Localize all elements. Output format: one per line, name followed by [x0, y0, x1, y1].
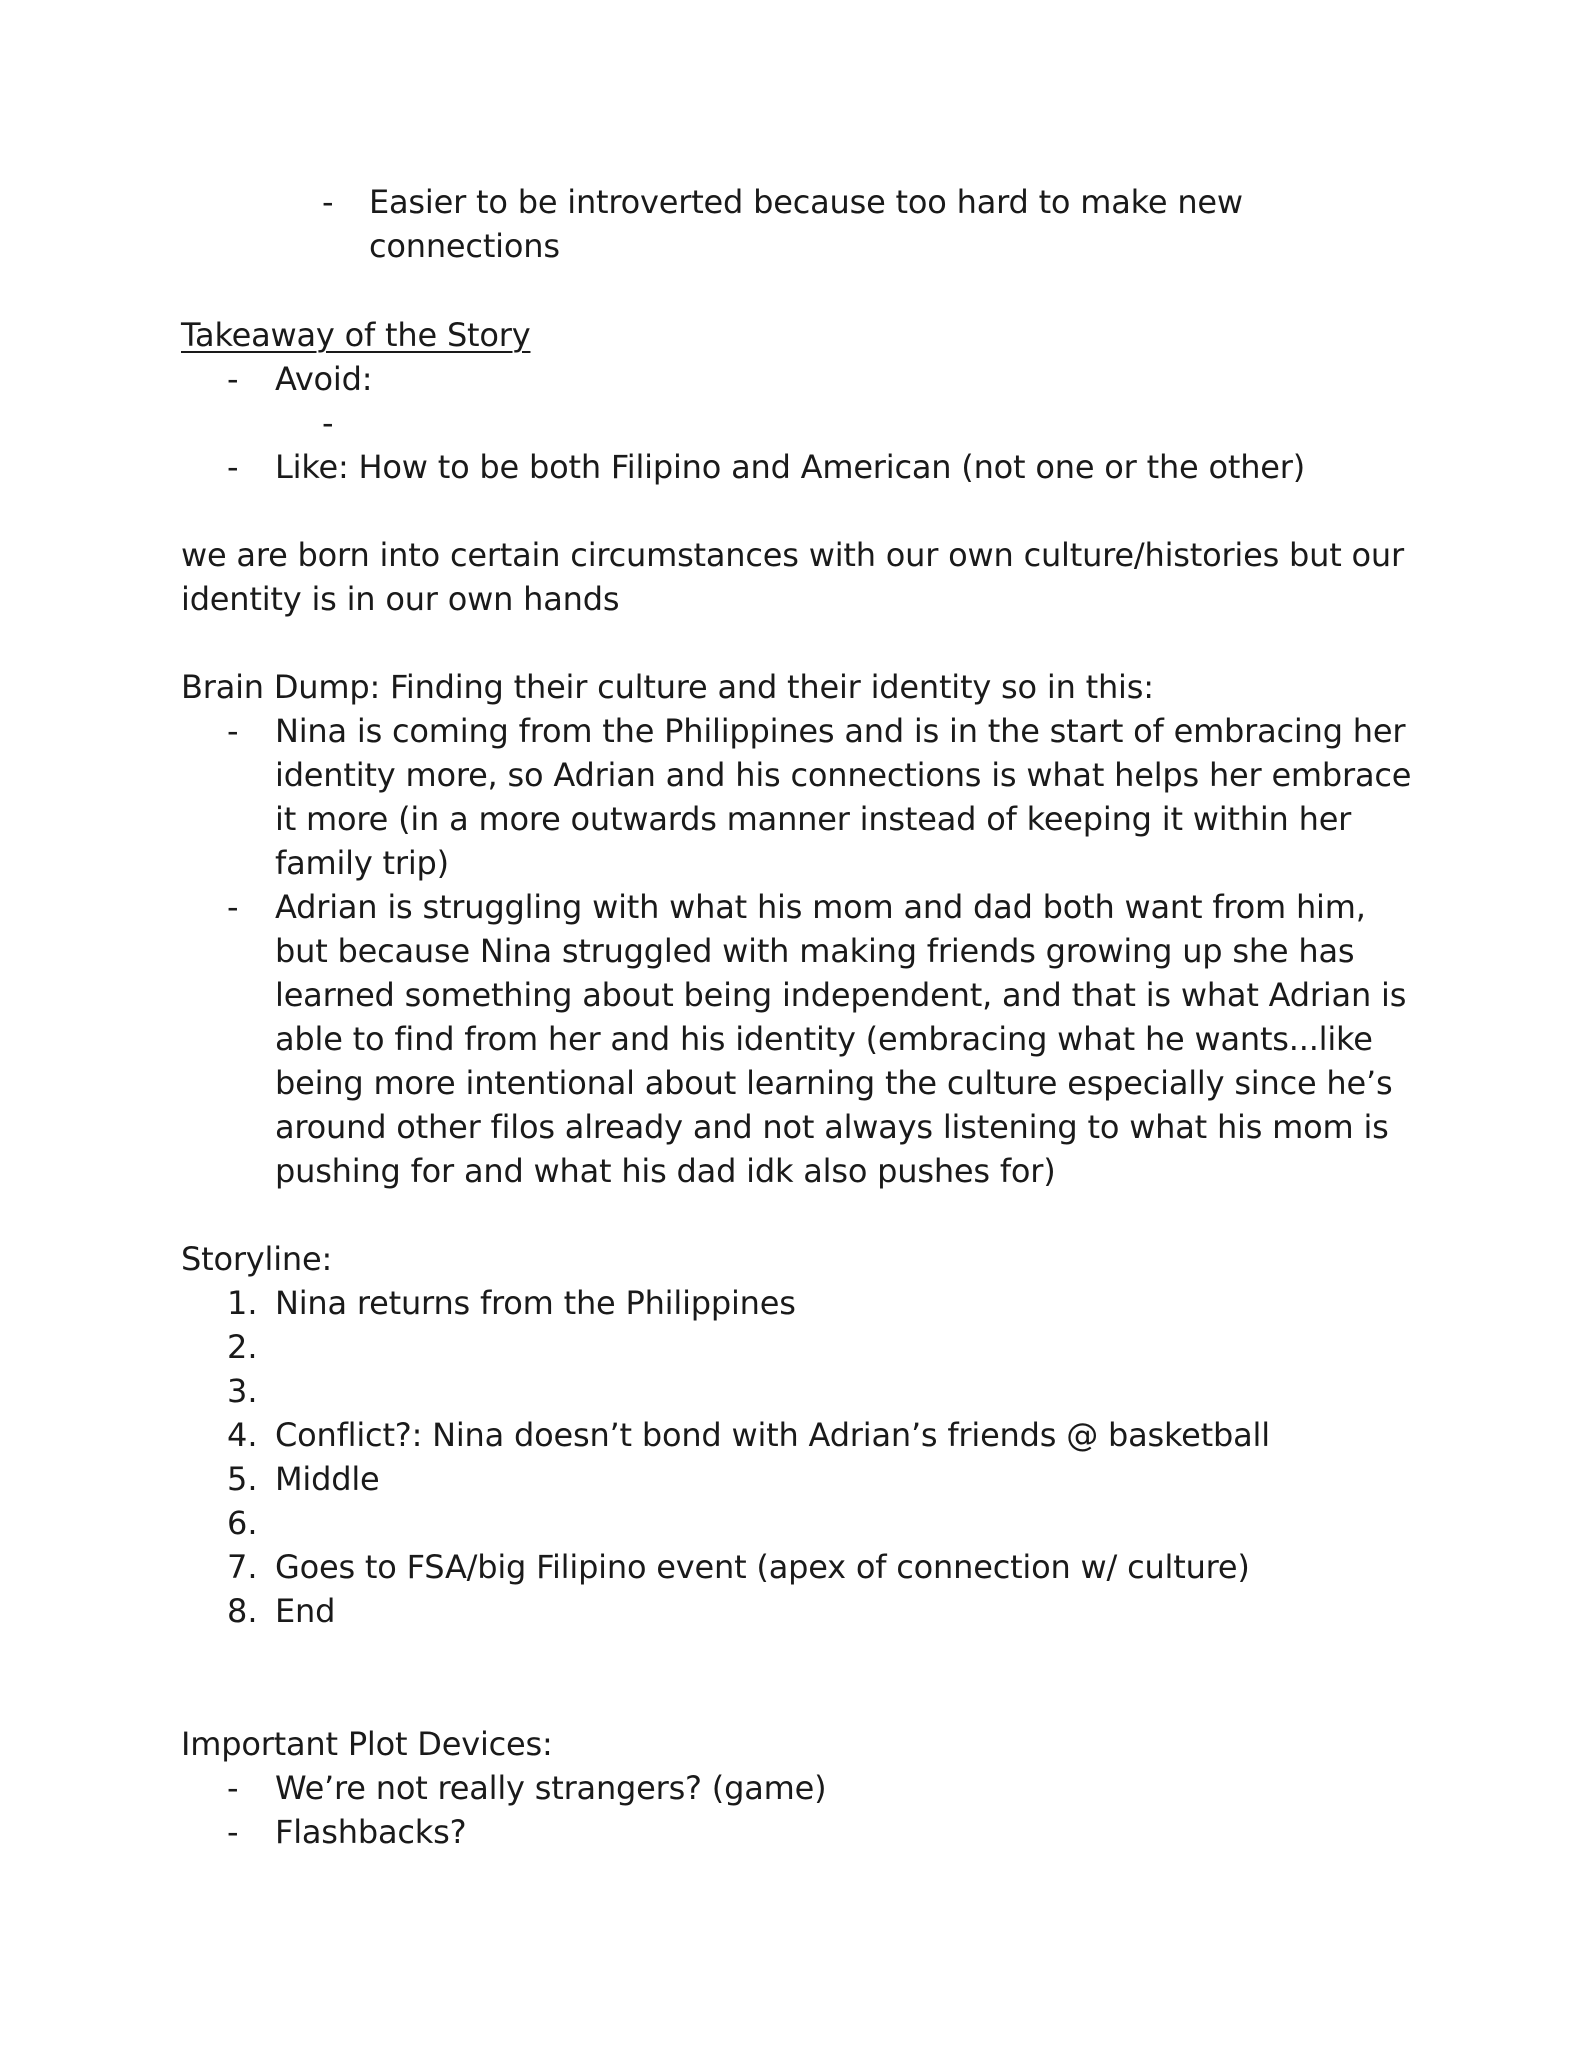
bullet-marker: -	[322, 183, 334, 221]
storyline-item-number: 2.	[227, 1328, 258, 1366]
brain-dump-bullet2-line: learned something about being independent, and that is what Adrian is	[275, 976, 1407, 1014]
like-text: Like: How to be both Filipino and American (not one or the other)	[275, 448, 1306, 486]
brain-dump-bullet2-line: able to find from her and his identity (embracing what he wants...like	[275, 1020, 1373, 1058]
storyline-item-number: 4.	[227, 1416, 258, 1454]
plot-device-item: Flashbacks?	[275, 1813, 467, 1851]
storyline-item-number: 8.	[227, 1592, 258, 1630]
storyline-item-text: Goes to FSA/big Filipino event (apex of connection w/ culture)	[275, 1548, 1250, 1586]
brain-dump-heading: Brain Dump: Finding their culture and their identity so in this:	[181, 668, 1154, 706]
bullet-marker: -	[227, 1813, 239, 1851]
storyline-item-text: End	[275, 1592, 336, 1630]
brain-dump-bullet2-line: being more intentional about learning the culture especially since he’s	[275, 1064, 1393, 1102]
plot-devices-heading: Important Plot Devices:	[181, 1725, 553, 1763]
bullet-marker: -	[227, 1769, 239, 1807]
storyline-item-text: Middle	[275, 1460, 380, 1498]
storyline-item-number: 1.	[227, 1284, 258, 1322]
brain-dump-bullet2-line: Adrian is struggling with what his mom and dad both want from him,	[275, 888, 1366, 926]
storyline-item-number: 5.	[227, 1460, 258, 1498]
storyline-item-text: Nina returns from the Philippines	[275, 1284, 796, 1322]
brain-dump-bullet1-line: family trip)	[275, 844, 449, 882]
takeaway-heading: Takeaway of the Story	[181, 316, 531, 354]
plot-device-item: We’re not really strangers? (game)	[275, 1769, 827, 1807]
storyline-item-text: Conflict?: Nina doesn’t bond with Adrian’s friends @ basketball	[275, 1416, 1270, 1454]
sub-bullet-marker: -	[322, 404, 334, 442]
storyline-item-number: 3.	[227, 1372, 258, 1410]
statement-line-2: identity is in our own hands	[181, 580, 620, 618]
brain-dump-bullet1-line: it more (in a more outwards manner instead of keeping it within her	[275, 800, 1352, 838]
bullet-marker: -	[227, 360, 239, 398]
bullet-marker: -	[227, 448, 239, 486]
bullet-marker: -	[227, 888, 239, 926]
brain-dump-bullet2-line: around other filos already and not always listening to what his mom is	[275, 1108, 1389, 1146]
intro-bullet-line-2: connections	[369, 227, 560, 265]
brain-dump-bullet2-line: but because Nina struggled with making friends growing up she has	[275, 932, 1355, 970]
avoid-label: Avoid:	[275, 360, 373, 398]
storyline-item-number: 6.	[227, 1504, 258, 1542]
storyline-heading: Storyline:	[181, 1240, 333, 1278]
brain-dump-bullet2-line: pushing for and what his dad idk also pushes for)	[275, 1152, 1056, 1190]
intro-bullet-line-1: Easier to be introverted because too hard to make new	[369, 183, 1243, 221]
statement-line-1: we are born into certain circumstances with our own culture/histories but our	[181, 536, 1404, 574]
brain-dump-bullet1-line: Nina is coming from the Philippines and is in the start of embracing her	[275, 712, 1406, 750]
bullet-marker: -	[227, 712, 239, 750]
storyline-item-number: 7.	[227, 1548, 258, 1586]
brain-dump-bullet1-line: identity more, so Adrian and his connections is what helps her embrace	[275, 756, 1412, 794]
